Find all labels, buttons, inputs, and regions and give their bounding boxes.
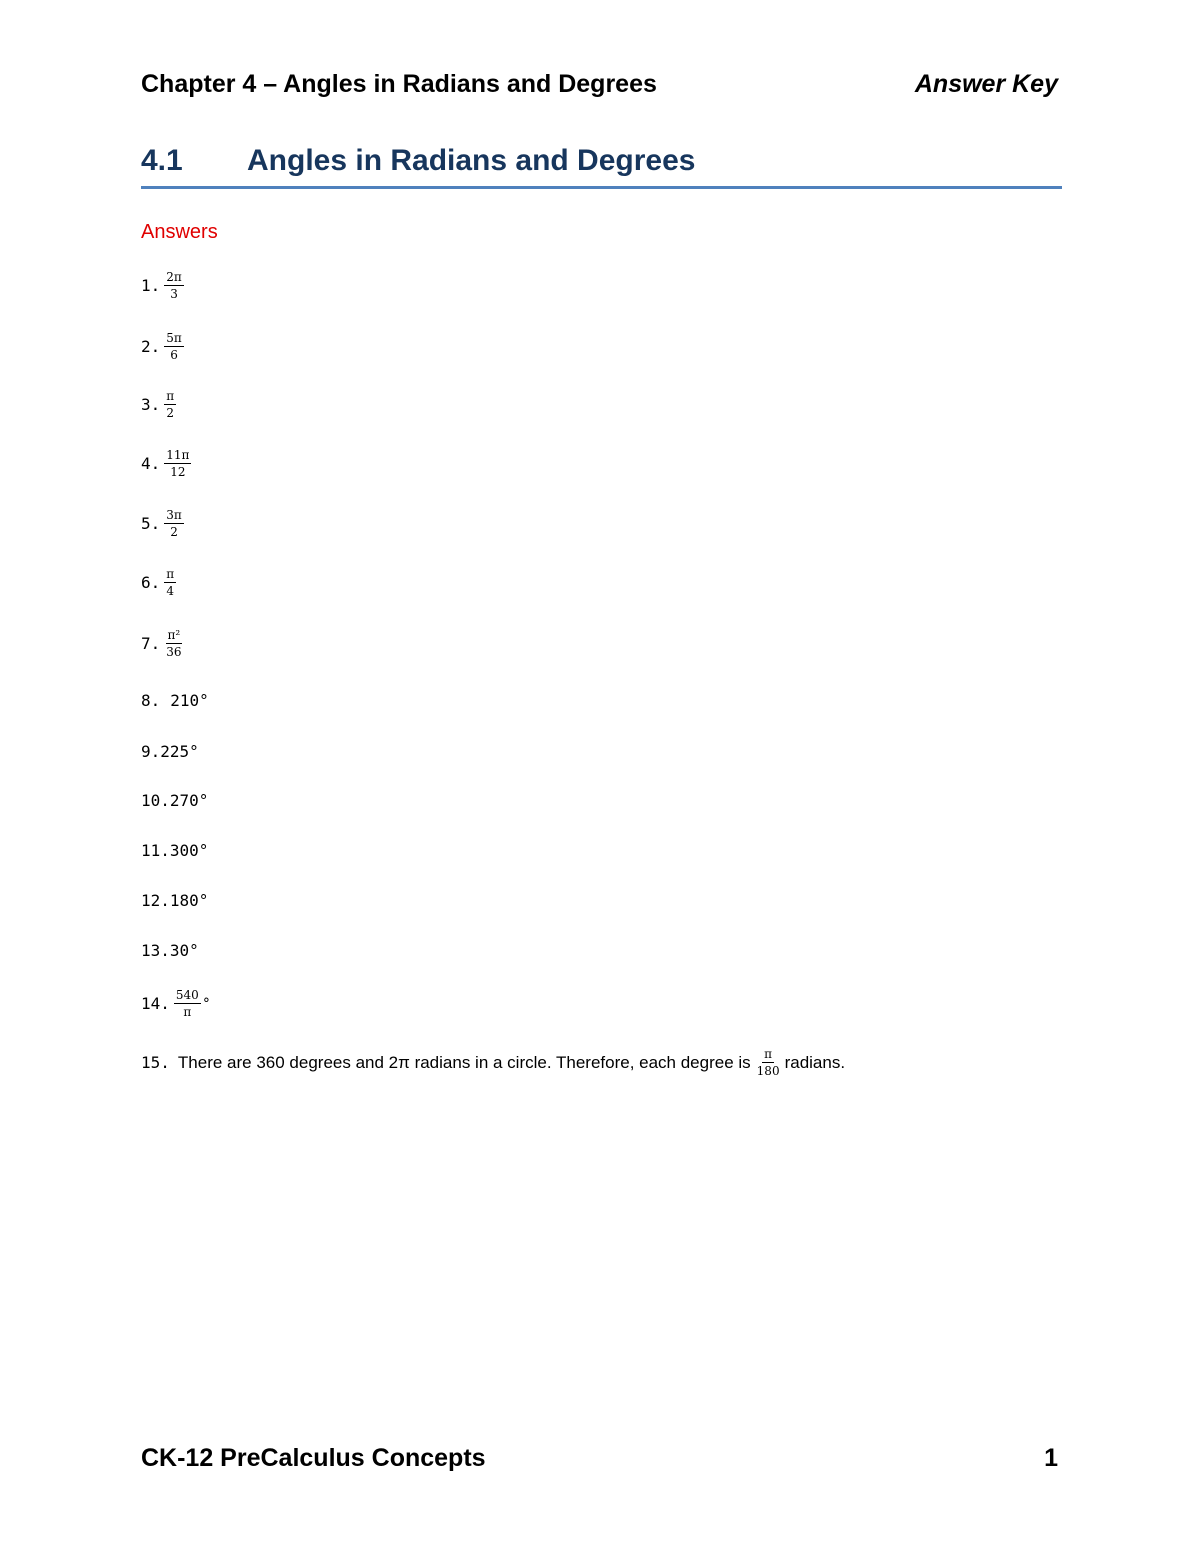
- answer-item-14: [141, 988, 210, 1019]
- numerator: 540: [175, 988, 199, 1002]
- numerator: 5π: [166, 331, 182, 345]
- numerator: π: [166, 567, 175, 581]
- answer-item-3: [141, 389, 176, 420]
- page-header: [141, 70, 1058, 110]
- answer-number: 10.: [141, 791, 170, 810]
- denominator: 2: [170, 525, 178, 539]
- answer-item-6: [141, 567, 176, 598]
- answer-item-5: [141, 508, 184, 539]
- answer-number: 9.: [141, 742, 161, 761]
- section-heading: [141, 140, 1062, 189]
- answer-item-12: [141, 891, 208, 910]
- answer-number: 4.: [141, 454, 161, 473]
- denominator: 3: [170, 287, 178, 301]
- answer-value: 270°: [169, 791, 209, 810]
- answer-value: 210°: [170, 691, 209, 710]
- numerator: 3π: [166, 508, 182, 522]
- degree-symbol: °: [202, 995, 210, 1012]
- denominator: 180: [756, 1064, 780, 1078]
- answer-item-1: [141, 270, 184, 301]
- chapter-title: Chapter 4 – Angles in Radians and Degrees: [141, 70, 657, 98]
- answer-value: 30°: [169, 941, 199, 960]
- denominator: 6: [170, 348, 178, 362]
- answer-item-8: [141, 691, 209, 710]
- answer-text-before: There are 360 degrees and 2π radians in a circle. Therefore, each degree is: [177, 1052, 751, 1072]
- answer-number: 3.: [141, 395, 161, 414]
- fraction: [164, 270, 184, 301]
- denominator: 4: [166, 584, 175, 598]
- answer-item-4: [141, 448, 191, 479]
- answer-number: 6.: [141, 573, 161, 592]
- answer-number: 5.: [141, 514, 161, 533]
- denominator: 2: [166, 406, 175, 420]
- answer-value: 300°: [169, 841, 209, 860]
- answer-number: 8.: [141, 691, 161, 710]
- denominator: 36: [166, 645, 182, 659]
- fraction: [164, 508, 184, 539]
- answer-number: 2.: [141, 337, 161, 356]
- answers-heading: Answers: [141, 221, 218, 243]
- fraction: [164, 331, 184, 362]
- answer-item-13: [141, 941, 199, 960]
- answer-number: 11.: [141, 841, 170, 860]
- page-number: 1: [1044, 1444, 1058, 1472]
- answer-item-11: [141, 841, 208, 860]
- answer-number: 13.: [141, 941, 170, 960]
- numerator: π: [166, 389, 175, 403]
- page-footer: [141, 1444, 1058, 1473]
- answer-number: 15.: [141, 1053, 170, 1072]
- answer-item-2: [141, 331, 184, 362]
- answer-item-9: [141, 742, 199, 761]
- answer-number: 12.: [141, 891, 170, 910]
- numerator: 11π: [166, 448, 190, 462]
- denominator: π: [183, 1005, 192, 1019]
- answer-key-label: Answer Key: [914, 70, 1058, 98]
- numerator: π²: [167, 628, 181, 642]
- section-number: 4.1: [141, 144, 183, 177]
- fraction: [164, 448, 191, 479]
- answer-item-15: [141, 1047, 845, 1078]
- section-title: Angles in Radians and Degrees: [247, 144, 696, 177]
- answer-item-10: [141, 791, 208, 810]
- answer-item-7: [141, 628, 184, 659]
- fraction: [174, 988, 201, 1019]
- numerator: π: [764, 1047, 773, 1061]
- answer-text-after: radians.: [784, 1052, 846, 1072]
- book-title: CK-12 PreCalculus Concepts: [141, 1444, 486, 1472]
- answer-value: 180°: [169, 891, 209, 910]
- fraction: [164, 389, 176, 420]
- fraction: [755, 1047, 782, 1078]
- answer-value: 225°: [160, 742, 199, 761]
- fraction: [164, 628, 183, 659]
- fraction: [164, 567, 176, 598]
- answer-number: 7.: [141, 634, 161, 653]
- answer-number: 1.: [141, 276, 161, 295]
- denominator: 12: [170, 465, 186, 479]
- numerator: 2π: [166, 270, 182, 284]
- answer-number: 14.: [141, 994, 170, 1013]
